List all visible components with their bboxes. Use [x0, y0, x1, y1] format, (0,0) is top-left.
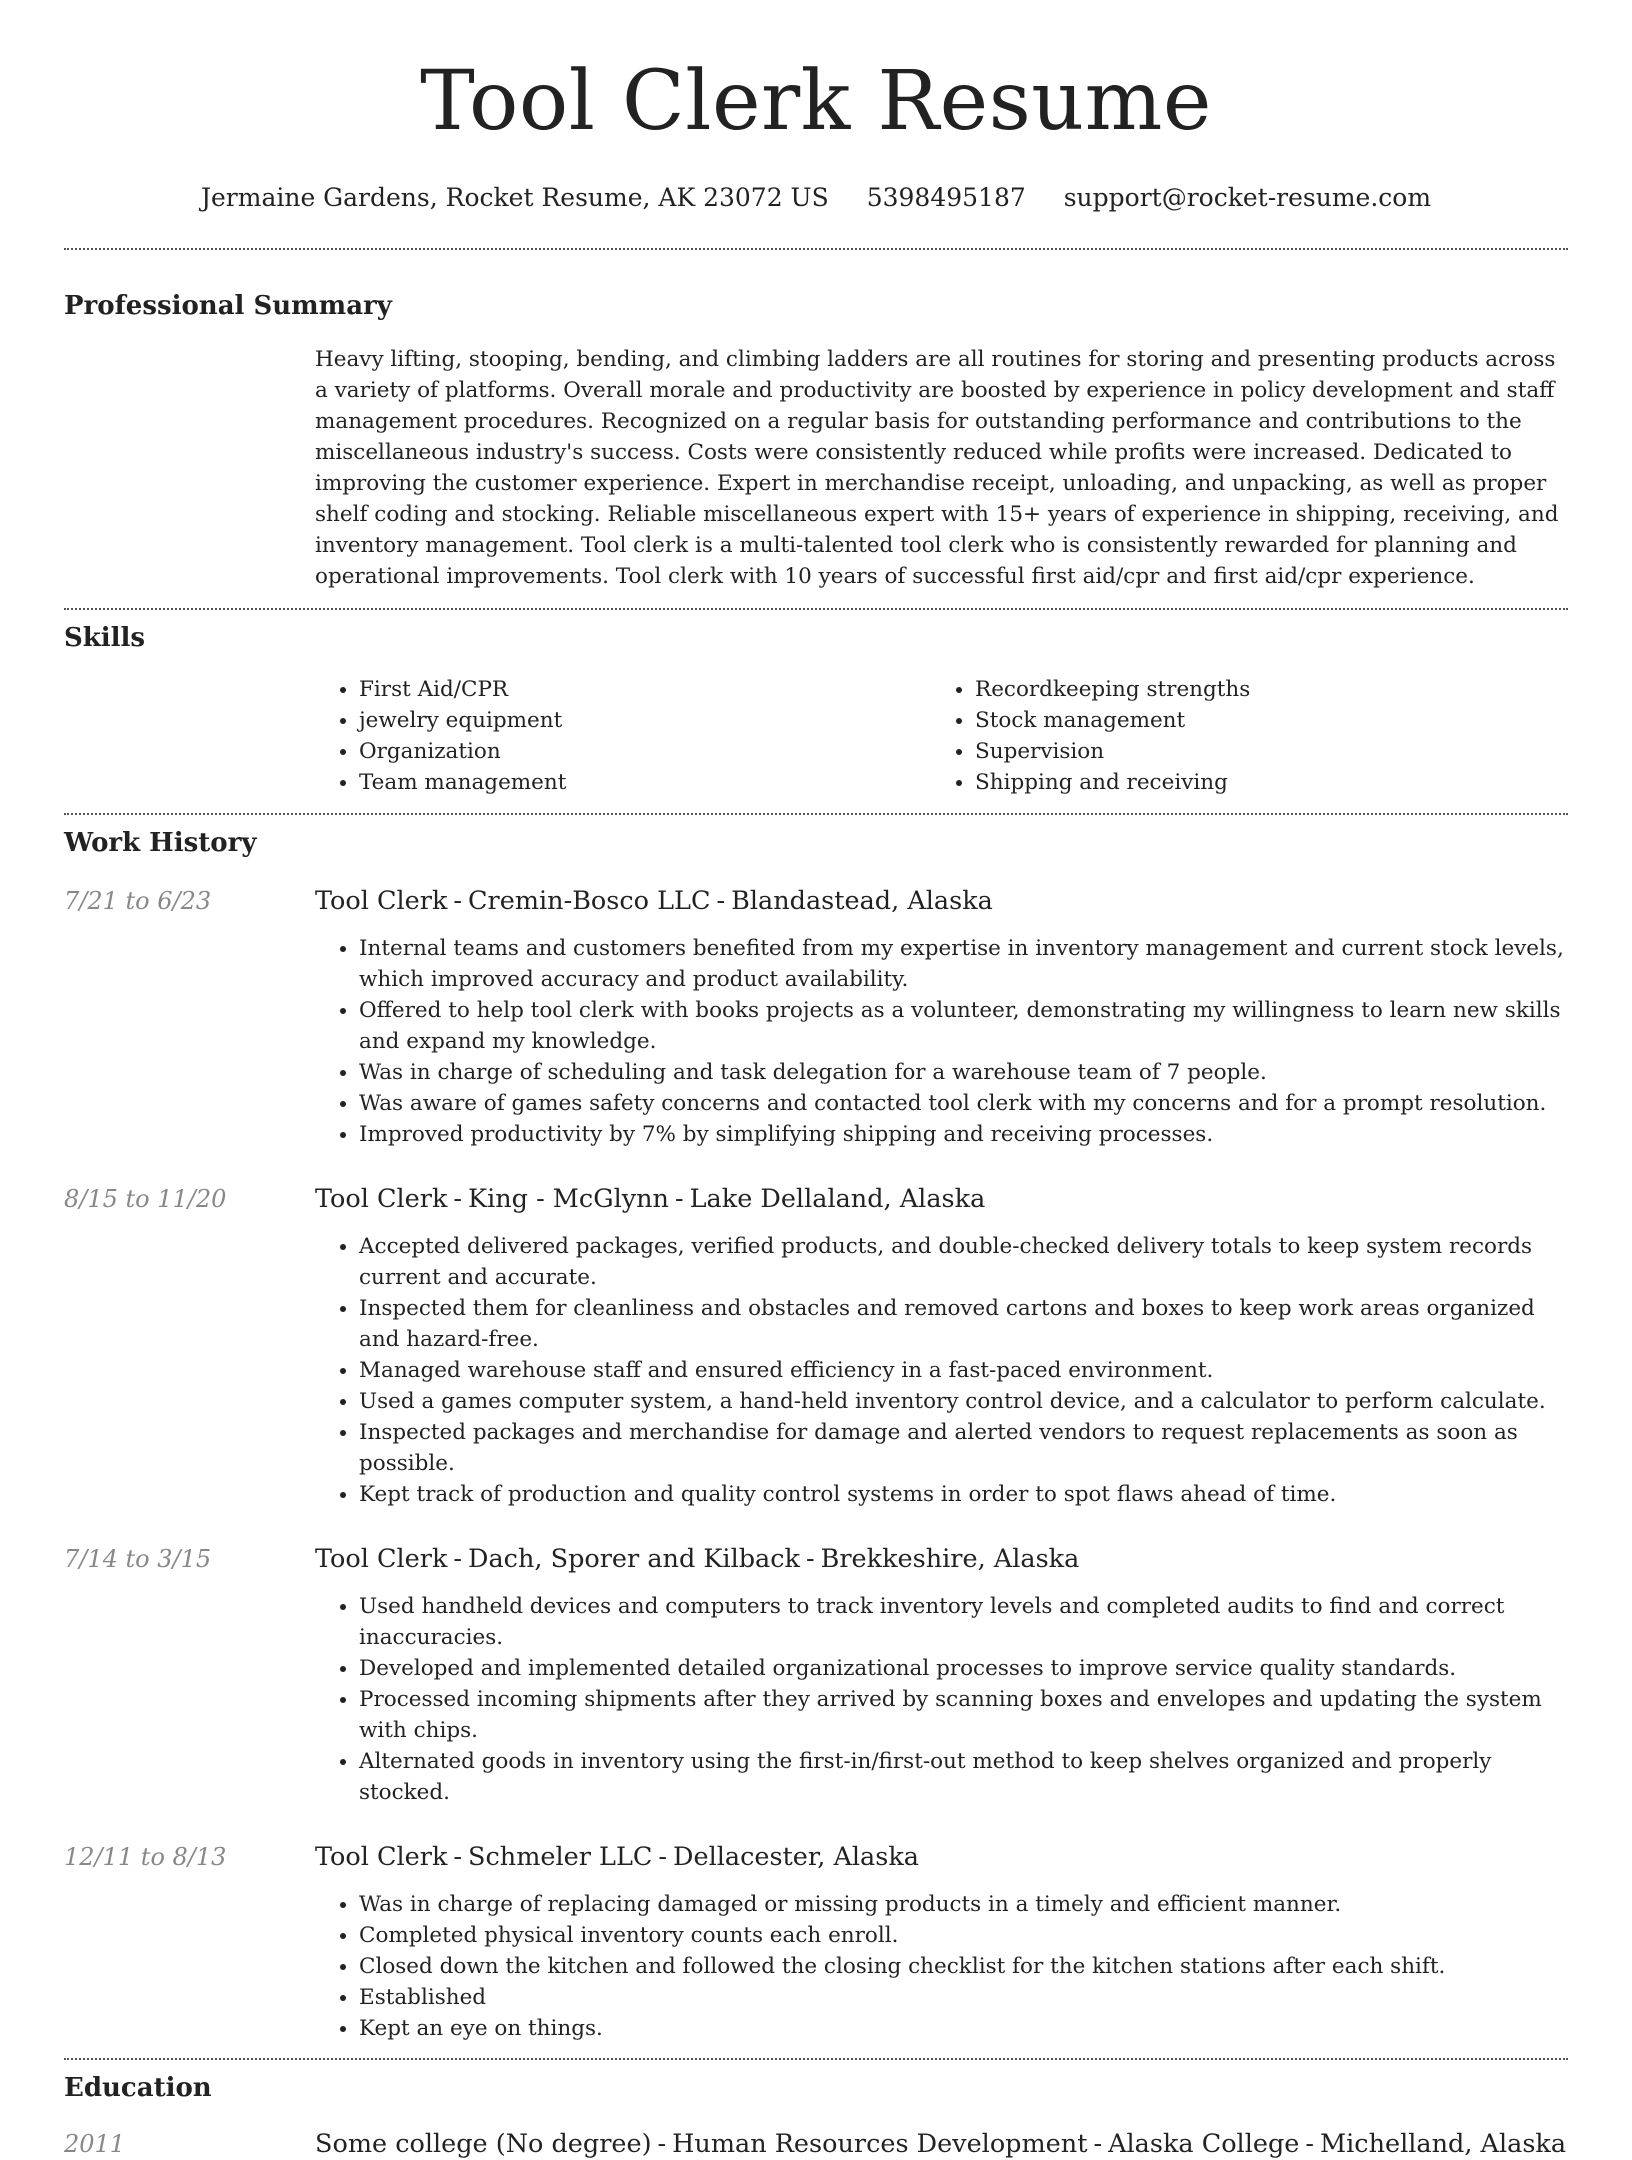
- job-bullet: • Was in charge of scheduling and task delegation for a warehouse team of 7 people.: [359, 1057, 1568, 1088]
- skill-item: • Team management: [359, 767, 931, 798]
- section-heading-education: Education: [64, 2073, 212, 2103]
- job-bullet: • Accepted delivered packages, verified products, and double-checked delivery totals to keep system records current and accurate.: [359, 1231, 1568, 1293]
- job-title: Tool Clerk: [315, 1544, 448, 1574]
- job-company: Cremin-Bosco LLC: [468, 886, 711, 916]
- job-dates: 8/15 to 11/20: [64, 1185, 227, 1213]
- contact-phone: 5398495187: [866, 183, 1026, 212]
- skills-section: [64, 610, 1568, 798]
- job-bullet: • Managed warehouse staff and ensured efficiency in a fast-paced environment.: [359, 1355, 1568, 1386]
- job-bullet: • Was aware of games safety concerns and contacted tool clerk with my concerns and for a prompt resolution.: [359, 1088, 1568, 1119]
- education-section: [64, 2060, 1568, 2160]
- job-heading: Tool Clerk - Dach, Sporer and Kilback - Brekkeshire, Alaska: [315, 1544, 1080, 1574]
- job-entry: [64, 1183, 1568, 1510]
- contact-line: [64, 182, 1568, 214]
- job-title: Tool Clerk: [315, 886, 448, 916]
- job-title: Tool Clerk: [315, 1184, 448, 1214]
- job-location: Lake Dellaland, Alaska: [689, 1184, 986, 1214]
- job-title: Tool Clerk: [315, 1842, 448, 1872]
- education-heading: Some college (No degree) - Human Resources Development - Alaska College - Michelland, Alaska: [315, 2129, 1567, 2159]
- work-section: [64, 815, 1568, 2044]
- summary-text: Heavy lifting, stooping, bending, and climbing ladders are all routines for storing and presenting products across a variety of platforms. Overall morale and productivity are boosted by experience in policy development and staff management procedures. Recognized on a regular basis for outstanding performance and contributions to the miscellaneous industry's success. Costs were consistently reduced while profits were increased. Dedicated to improving the customer experience. Expert in merchandise receipt, unloading, and unpacking, as well as proper shelf coding and stocking. Reliable miscellaneous expert with 15+ years of experience in shipping, receiving, and inventory management. Tool clerk is a multi-talented tool clerk who is consistently rewarded for planning and operational improvements. Tool clerk with 10 years of successful first aid/cpr and first aid/cpr experience.: [315, 347, 1559, 589]
- skill-item: • jewelry equipment: [359, 705, 931, 736]
- job-bullet: • Kept an eye on things.: [359, 2013, 1568, 2044]
- job-entry: [64, 1841, 1568, 2044]
- job-location: Blandastead, Alaska: [731, 886, 993, 916]
- job-bullets: [315, 933, 1568, 1150]
- education-entry: [64, 2128, 1568, 2160]
- job-bullet: • Used handheld devices and computers to track inventory levels and completed audits to find and correct inaccuracies.: [359, 1591, 1568, 1653]
- job-bullet: • Alternated goods in inventory using the first-in/first-out method to keep shelves organized and properly stocked.: [359, 1746, 1568, 1808]
- job-bullets: [315, 1591, 1568, 1808]
- job-bullet: • Offered to help tool clerk with books projects as a volunteer, demonstrating my willingness to learn new skills and expand my knowledge.: [359, 995, 1568, 1057]
- skills-list-left: [315, 674, 931, 798]
- skill-item: • Stock management: [975, 705, 1547, 736]
- job-bullet: • Improved productivity by 7% by simplifying shipping and receiving processes.: [359, 1119, 1568, 1150]
- job-bullets: [315, 1889, 1568, 2044]
- job-location: Brekkeshire, Alaska: [820, 1544, 1080, 1574]
- job-bullet: • Developed and implemented detailed organizational processes to improve service quality standards.: [359, 1653, 1568, 1684]
- contact-address: Jermaine Gardens, Rocket Resume, AK 23072 US: [200, 183, 829, 212]
- education-field: Human Resources Development: [672, 2129, 1088, 2159]
- job-dates: 7/21 to 6/23: [64, 887, 212, 915]
- job-dates: 12/11 to 8/13: [64, 1843, 227, 1871]
- section-heading-summary: Professional Summary: [64, 291, 392, 321]
- job-company: King - McGlynn: [468, 1184, 669, 1214]
- education-school: Alaska College: [1108, 2129, 1300, 2159]
- job-bullet: • Used a games computer system, a hand-held inventory control device, and a calculator to perform calculate.: [359, 1386, 1568, 1417]
- skills-list-right: [931, 674, 1547, 798]
- job-bullet: • Was in charge of replacing damaged or missing products in a timely and efficient manner.: [359, 1889, 1568, 1920]
- job-bullet: • Kept track of production and quality control systems in order to spot flaws ahead of time.: [359, 1479, 1568, 1510]
- job-heading: Tool Clerk - Schmeler LLC - Dellacester, Alaska: [315, 1842, 919, 1872]
- summary-section: [64, 250, 1568, 592]
- job-bullet: • Inspected them for cleanliness and obstacles and removed cartons and boxes to keep work areas organized and hazard-free.: [359, 1293, 1568, 1355]
- job-bullet: • Closed down the kitchen and followed the closing checklist for the kitchen stations after each shift.: [359, 1951, 1568, 1982]
- job-bullet: • Processed incoming shipments after they arrived by scanning boxes and envelopes and updating the system with chips.: [359, 1684, 1568, 1746]
- job-company: Schmeler LLC: [468, 1842, 653, 1872]
- job-location: Dellacester, Alaska: [673, 1842, 919, 1872]
- job-bullet: • Inspected packages and merchandise for damage and alerted vendors to request replacements as soon as possible.: [359, 1417, 1568, 1479]
- job-heading: Tool Clerk - Cremin-Bosco LLC - Blandastead, Alaska: [315, 886, 993, 916]
- job-bullet: • Established: [359, 1982, 1568, 2013]
- skill-item: • Recordkeeping strengths: [975, 674, 1547, 705]
- section-heading-work: Work History: [64, 828, 257, 858]
- resume-title: Tool Clerk Resume: [420, 54, 1212, 149]
- skill-item: • Supervision: [975, 736, 1547, 767]
- education-year: 2011: [64, 2130, 126, 2158]
- skill-item: • Organization: [359, 736, 931, 767]
- education-location: Michelland, Alaska: [1320, 2129, 1567, 2159]
- job-company: Dach, Sporer and Kilback: [468, 1544, 800, 1574]
- job-bullet: • Internal teams and customers benefited from my expertise in inventory management and current stock levels, which improved accuracy and product availability.: [359, 933, 1568, 995]
- skill-item: • Shipping and receiving: [975, 767, 1547, 798]
- education-degree: Some college (No degree): [315, 2129, 652, 2159]
- job-heading: Tool Clerk - King - McGlynn - Lake Dellaland, Alaska: [315, 1184, 986, 1214]
- job-entry: [64, 1543, 1568, 1808]
- job-bullet: • Completed physical inventory counts each enroll.: [359, 1920, 1568, 1951]
- job-dates: 7/14 to 3/15: [64, 1545, 212, 1573]
- section-heading-skills: Skills: [64, 623, 146, 653]
- job-bullets: [315, 1231, 1568, 1510]
- job-entry: [64, 885, 1568, 1150]
- contact-email: support@rocket-resume.com: [1063, 183, 1432, 212]
- skill-item: • First Aid/CPR: [359, 674, 931, 705]
